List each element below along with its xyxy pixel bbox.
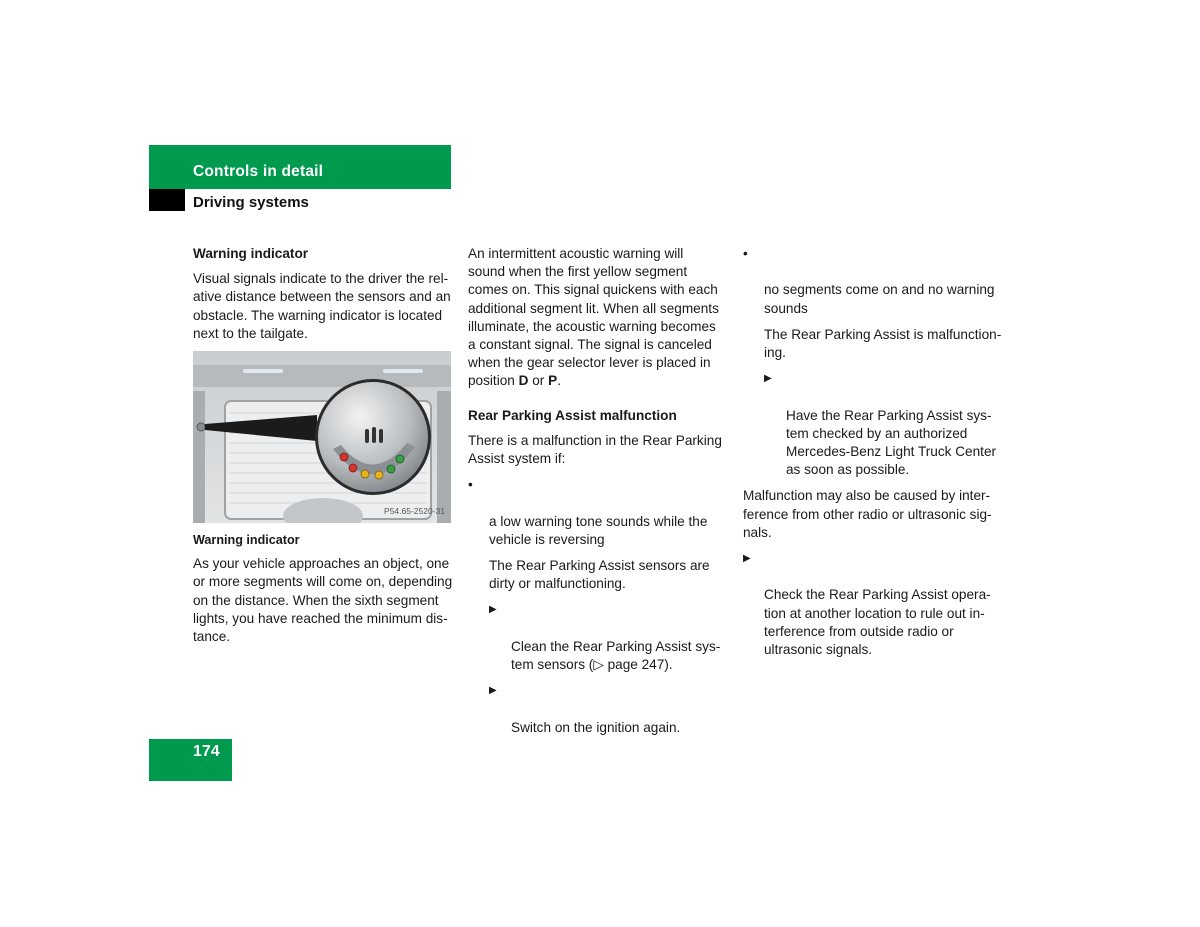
page-number: 174	[193, 743, 220, 760]
acoustic-warning-text: An intermittent acoustic warning will sound when the first yellow segment comes on. This signal quickens with each additional segment lit. When all segments illuminate, the acoustic warning becomes a constant signal. The signal is canceled when the gear selector lever is placed in position	[468, 246, 719, 389]
bullet-text: a low warning tone sounds while the vehicle is reversing	[489, 513, 708, 547]
bullet-marker: •	[743, 246, 748, 261]
col1-paragraph-1: Visual signals indicate to the driver the rel- ative distance between the sensors and an obstacle. The warning indicator is located next to the tailgate.	[193, 271, 451, 341]
column-3	[743, 245, 1005, 667]
col2-paragraph-2: There is a malfunction in the Rear Parking Assist system if:	[468, 432, 722, 467]
action-item	[468, 601, 728, 674]
action-item	[743, 370, 1005, 479]
gear-p-label: P	[548, 373, 558, 389]
col1-paragraph-2: As your vehicle approaches an object, one or more segments will come on, depending on the distance. When the sixth segment lights, you have reached the minimum dis- tance.	[193, 556, 453, 645]
subsection-title: Driving systems	[193, 194, 309, 211]
bullet-note: The Rear Parking Assist sensors are dirty or malfunctioning.	[489, 558, 710, 592]
bullet-note: The Rear Parking Assist is malfunction- ing.	[764, 326, 1002, 361]
bullet-item	[468, 476, 728, 549]
arrow-icon: ▶	[489, 604, 497, 616]
bullet-text: no segments come on and no warning sounds	[764, 282, 995, 316]
warning-indicator-heading: Warning indicator	[193, 246, 309, 261]
column-2	[468, 245, 728, 745]
col2-paragraph-1	[468, 245, 728, 391]
period-text: .	[557, 373, 561, 389]
warning-indicator-illustration	[193, 351, 451, 523]
warning-indicator-figure	[193, 351, 451, 523]
gear-d-label: D	[518, 373, 529, 389]
action-item	[743, 550, 1005, 659]
column-1	[193, 245, 453, 654]
arrow-icon: ▶	[764, 373, 772, 385]
bullet-item	[743, 245, 1005, 318]
section-title: Controls in detail	[193, 163, 324, 180]
action-text: Clean the Rear Parking Assist sys- tem sensors (▷ page 247).	[511, 638, 721, 673]
or-text: or	[528, 373, 549, 389]
malfunction-heading: Rear Parking Assist malfunction	[468, 407, 677, 423]
figure-code: P54.65-2520-31	[384, 505, 445, 516]
bullet-marker: •	[468, 477, 473, 493]
col3-paragraph: Malfunction may also be caused by inter- ference from other radio or ultrasonic sig- nals.	[743, 488, 992, 540]
figure-caption: Warning indicator	[193, 533, 300, 548]
action-item	[468, 682, 728, 737]
action-text: Have the Rear Parking Assist sys- tem checked by an authorized Mercedes-Benz Light Truck Center as soon as possible.	[786, 407, 997, 478]
action-text: Switch on the ignition again.	[511, 719, 681, 735]
action-text: Check the Rear Parking Assist opera- tion at another location to rule out in- terference from outside radio or ultrasonic signals.	[764, 587, 991, 658]
arrow-icon: ▶	[743, 553, 751, 565]
arrow-icon: ▶	[489, 685, 497, 697]
subsection-marker	[149, 189, 185, 211]
